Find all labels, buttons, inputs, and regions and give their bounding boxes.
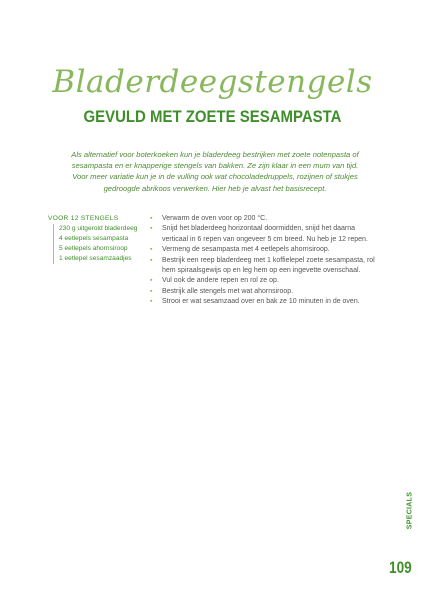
instruction-list [150, 214, 380, 308]
bullet-icon: ▪ [150, 287, 153, 295]
ingredient-item: 230 g uitgerold bladerdeeg [59, 225, 138, 232]
ingredient-item: 5 eetlepels ahornsiroop [59, 245, 128, 252]
step-text: Bestrijk een reep bladerdeeg met 1 koffielepel zoete sesampasta, rol hem spiraalsgewijs op en leg hem op een ingevette ovenschaal. [162, 256, 375, 275]
recipe-script-title: Bladerdeegstengels [52, 64, 373, 100]
bullet-icon: ▪ [150, 277, 153, 285]
section-label: SPECIALS [406, 491, 414, 530]
step-text: Vul ook de andere repen en rol ze op. [162, 277, 279, 285]
intro-paragraph: Als alternatief voor boterkoeken kun je bladerdeeg bestrijken met zoete notenpasta of sesampasta en er knapperige stengels van bakken. Ze zijn klaar in een mum van tijd. Voor meer variatie kun je in de vulling ook wat chocoladedruppels, rozijnen of stukjes gedroogde abrikoos verwerken. Hier heb je alvast het basisrecept. [71, 150, 359, 193]
bullet-icon: ▪ [150, 298, 153, 306]
instruction-step [150, 276, 380, 286]
recipe-subtitle: GEVULD MET ZOETE SESAMPASTA [83, 107, 342, 126]
step-text: Verwarm de oven voor op 200 °C. [162, 215, 268, 222]
instruction-step [150, 245, 380, 255]
bullet-icon: ▪ [150, 225, 153, 233]
instruction-step [150, 214, 380, 224]
bullet-icon: ▪ [150, 246, 153, 254]
instruction-step [150, 224, 380, 245]
bullet-icon: ▪ [150, 256, 153, 264]
bullet-icon: ▪ [150, 215, 153, 222]
step-text: Snijd het bladerdeeg horizontaal doormidden, snijd het daarna verticaal in 6 repen van ongeveer 5 cm breed. Nu heb je 12 repen. [162, 225, 368, 243]
page-number: 109 [389, 558, 412, 577]
ingredient-list [53, 224, 137, 264]
ingredient-item: 1 eetlepel sesamzaadjes [59, 255, 132, 262]
step-text: Vermeng de sesampasta met 4 eetlepels ahornsiroop. [162, 246, 330, 254]
instruction-step [150, 256, 380, 277]
instruction-step [150, 297, 380, 307]
ingredients-heading: VOOR 12 STENGELS [48, 215, 119, 222]
ingredient-item: 4 eetlepels sesampasta [59, 235, 129, 242]
step-text: Strooi er wat sesamzaad over en bak ze 10 minuten in de oven. [162, 298, 360, 306]
step-text: Bestrijk alle stengels met wat ahornsiroop. [162, 287, 294, 295]
instruction-step [150, 287, 380, 297]
